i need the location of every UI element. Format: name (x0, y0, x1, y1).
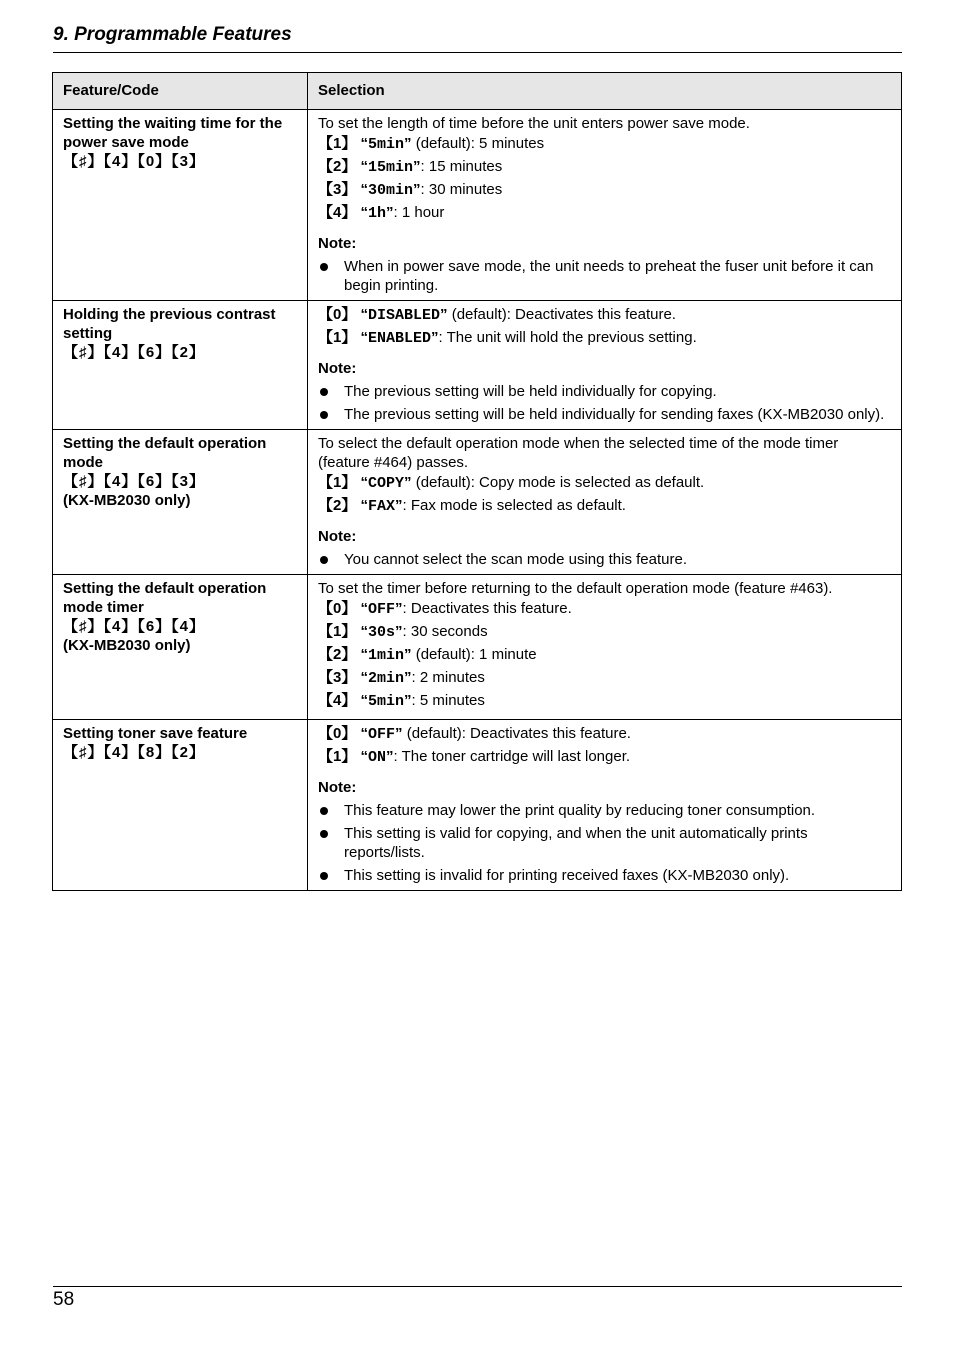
page-header (53, 22, 902, 53)
close-quote: ” (404, 669, 412, 686)
note-text: You cannot select the scan mode using this feature. (344, 551, 688, 568)
note-text: This setting is invalid for printing received faxes (KX-MB2030 only). (344, 867, 790, 884)
option-description: : 5 minutes (411, 692, 485, 709)
table-body (53, 110, 902, 891)
option-description: : 30 seconds (402, 623, 488, 640)
note-item (318, 257, 891, 295)
feature-code: 【♯】【4】【6】【2】 (63, 344, 206, 361)
close-quote: ” (386, 748, 394, 765)
option-description: : 15 minutes (420, 158, 503, 175)
option-description: (default): 1 minute (411, 646, 537, 663)
option-description: : The toner cartridge will last longer. (393, 748, 631, 765)
open-quote: “ (356, 725, 369, 742)
bullet-icon (320, 807, 328, 815)
note-label: Note: (318, 235, 357, 252)
note-list (318, 550, 891, 569)
section-title: 9. Programmable Features (53, 24, 292, 45)
open-quote: “ (356, 474, 369, 491)
option-line (318, 473, 891, 493)
option-key: 【0】 (318, 306, 357, 323)
feature-code: 【♯】【4】【6】【3】 (63, 473, 206, 490)
option-key: 【0】 (318, 725, 357, 742)
bullet-icon (320, 411, 328, 419)
option-value: DISABLED (368, 307, 441, 324)
page-number: 58 (53, 1289, 75, 1310)
note-item (318, 801, 891, 820)
note-text: The previous setting will be held individually for copying. (344, 383, 717, 400)
option-line (318, 622, 891, 642)
selection-cell (308, 110, 902, 301)
open-quote: “ (356, 692, 369, 709)
note-list (318, 801, 891, 885)
note-item (318, 866, 891, 885)
option-value: 30min (368, 182, 414, 199)
note-label: Note: (318, 528, 357, 545)
option-line (318, 134, 891, 154)
page-footer (53, 1286, 902, 1311)
close-quote: ” (413, 181, 421, 198)
option-value: FAX (368, 498, 396, 515)
note-text: This feature may lower the print quality by reducing toner consumption. (344, 802, 816, 819)
option-key: 【2】 (318, 497, 357, 514)
table-row (53, 575, 902, 720)
option-description: : The unit will hold the previous setting. (438, 329, 697, 346)
close-quote: ” (413, 158, 421, 175)
close-quote: ” (404, 474, 412, 491)
option-line (318, 305, 891, 325)
table-row (53, 301, 902, 430)
option-key: 【4】 (318, 692, 357, 709)
option-value: COPY (368, 475, 405, 492)
close-quote: ” (404, 135, 412, 152)
open-quote: “ (356, 497, 369, 514)
selection-intro: To select the default operation mode when the selected time of the mode timer (feature #464) passes. (318, 435, 839, 471)
option-line (318, 157, 891, 177)
feature-code: 【♯】【4】【0】【3】 (63, 153, 206, 170)
features-table (52, 72, 902, 891)
option-description: : Deactivates this feature. (402, 600, 572, 617)
feature-name: Setting the default operation mode (63, 435, 267, 471)
bullet-icon (320, 556, 328, 564)
option-description: (default): Copy mode is selected as default. (411, 474, 705, 491)
option-value: 15min (368, 159, 414, 176)
option-line (318, 203, 891, 223)
selection-cell (308, 720, 902, 891)
option-key: 【1】 (318, 474, 357, 491)
note-item (318, 382, 891, 401)
open-quote: “ (356, 623, 369, 640)
table-header-row (53, 73, 902, 110)
option-value: ENABLED (368, 330, 432, 347)
option-value: OFF (368, 601, 396, 618)
close-quote: ” (404, 646, 412, 663)
option-description: : 1 hour (393, 204, 445, 221)
option-key: 【1】 (318, 748, 357, 765)
option-line (318, 599, 891, 619)
option-line (318, 328, 891, 348)
feature-cell (53, 110, 308, 301)
option-description: (default): Deactivates this feature. (447, 306, 676, 323)
close-quote: ” (395, 725, 403, 742)
option-line (318, 496, 891, 516)
option-description: (default): 5 minutes (411, 135, 545, 152)
note-label: Note: (318, 360, 357, 377)
option-line (318, 747, 891, 767)
feature-code: 【♯】【4】【8】【2】 (63, 744, 206, 761)
feature-name: Setting the default operation mode timer (63, 580, 267, 616)
model-restriction: (KX-MB2030 only) (63, 492, 191, 509)
feature-cell (53, 720, 308, 891)
feature-name: Setting toner save feature (63, 725, 248, 742)
selection-intro: To set the length of time before the unit enters power save mode. (318, 115, 750, 132)
open-quote: “ (356, 306, 369, 323)
open-quote: “ (356, 181, 369, 198)
option-value: 5min (368, 136, 405, 153)
feature-code: 【♯】【4】【6】【4】 (63, 618, 206, 635)
option-value: 1min (368, 647, 405, 664)
close-quote: ” (404, 692, 412, 709)
open-quote: “ (356, 158, 369, 175)
close-quote: ” (431, 329, 439, 346)
note-list (318, 382, 891, 424)
table-row (53, 430, 902, 575)
note-item (318, 824, 891, 862)
model-restriction: (KX-MB2030 only) (63, 637, 191, 654)
option-key: 【1】 (318, 623, 357, 640)
option-line (318, 691, 891, 711)
option-description: (default): Deactivates this feature. (402, 725, 631, 742)
option-value: OFF (368, 726, 396, 743)
feature-name: Setting the waiting time for the power save mode (63, 115, 283, 151)
option-key: 【3】 (318, 669, 357, 686)
close-quote: ” (440, 306, 448, 323)
close-quote: ” (395, 497, 403, 514)
note-label: Note: (318, 779, 357, 796)
open-quote: “ (356, 669, 369, 686)
option-key: 【1】 (318, 135, 357, 152)
option-line (318, 180, 891, 200)
note-item (318, 550, 891, 569)
option-description: : 30 minutes (420, 181, 503, 198)
column-header-feature: Feature/Code (53, 73, 308, 110)
feature-cell (53, 430, 308, 575)
bullet-icon (320, 830, 328, 838)
note-list (318, 257, 891, 295)
option-key: 【2】 (318, 646, 357, 663)
note-text: This setting is valid for copying, and when the unit automatically prints reports/lists. (344, 825, 808, 861)
open-quote: “ (356, 646, 369, 663)
note-item (318, 405, 891, 424)
table-row (53, 110, 902, 301)
feature-cell (53, 301, 308, 430)
close-quote: ” (386, 204, 394, 221)
option-description: : 2 minutes (411, 669, 485, 686)
option-description: : Fax mode is selected as default. (402, 497, 626, 514)
selection-cell (308, 430, 902, 575)
option-key: 【4】 (318, 204, 357, 221)
bullet-icon (320, 388, 328, 396)
column-header-selection: Selection (308, 73, 902, 110)
option-value: 30s (368, 624, 396, 641)
option-key: 【1】 (318, 329, 357, 346)
selection-cell (308, 301, 902, 430)
option-value: ON (368, 749, 387, 766)
selection-cell (308, 575, 902, 720)
close-quote: ” (395, 600, 403, 617)
feature-name: Holding the previous contrast setting (63, 306, 276, 342)
option-line (318, 668, 891, 688)
bullet-icon (320, 872, 328, 880)
option-value: 5min (368, 693, 405, 710)
note-text: The previous setting will be held individually for sending faxes (KX-MB2030 only). (344, 406, 885, 423)
open-quote: “ (356, 135, 369, 152)
option-value: 2min (368, 670, 405, 687)
option-key: 【3】 (318, 181, 357, 198)
close-quote: ” (395, 623, 403, 640)
option-value: 1h (368, 205, 387, 222)
bullet-icon (320, 263, 328, 271)
selection-intro: To set the timer before returning to the default operation mode (feature #463). (318, 580, 833, 597)
option-line (318, 645, 891, 665)
option-line (318, 724, 891, 744)
option-key: 【2】 (318, 158, 357, 175)
open-quote: “ (356, 329, 369, 346)
feature-cell (53, 575, 308, 720)
note-text: When in power save mode, the unit needs to preheat the fuser unit before it can begin printing. (344, 258, 874, 294)
open-quote: “ (356, 600, 369, 617)
open-quote: “ (356, 748, 369, 765)
table-row (53, 720, 902, 891)
option-key: 【0】 (318, 600, 357, 617)
open-quote: “ (356, 204, 369, 221)
